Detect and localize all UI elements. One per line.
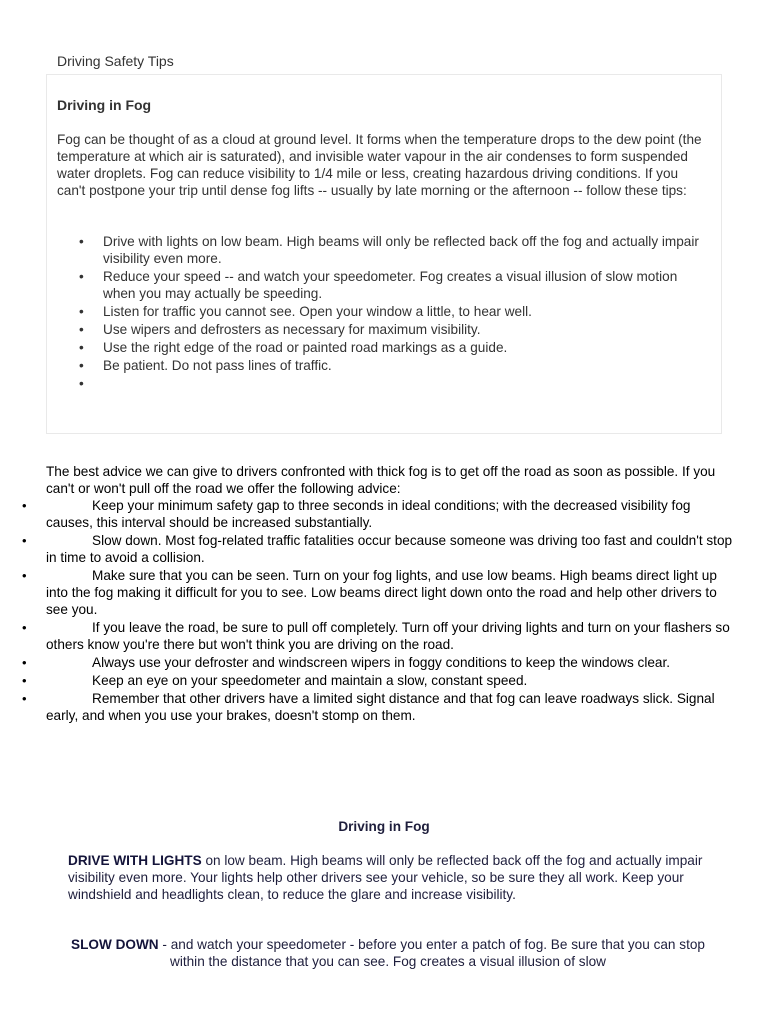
- list-item: • Reduce your speed -- and watch your speedometer. Fog creates a visual illusion of slow motion when you may actually be speeding.: [57, 268, 707, 302]
- list-item: [46, 497, 736, 531]
- page-header: Driving Safety Tips: [57, 53, 174, 69]
- list-item-text: Remember that other drivers have a limited sight distance and that fog can leave roadways slick. Signal early, and when you use your brakes, doesn't stomp on them.: [46, 691, 715, 723]
- list-item: • Use wipers and defrosters as necessary for maximum visibility.: [57, 321, 707, 338]
- section-heading: Driving in Fog: [338, 819, 430, 834]
- list-item: [57, 375, 707, 392]
- list-item: [46, 532, 736, 566]
- advice-intro: The best advice we can give to drivers confronted with thick fog is to get off the road as soon as possible. If you can't or won't pull off the road we offer the following advice:: [46, 464, 716, 496]
- advice-section: [46, 463, 736, 725]
- fog-tips-box: [46, 74, 722, 434]
- box-intro: Fog can be thought of as a cloud at ground level. It forms when the temperature drops to the dew point (the temperature at which air is saturated), and invisible water vapour in the air condenses to form suspended water droplets. Fog can reduce visibility to 1/4 mile or less, creating hazardous driving conditions. If you can't postpone your trip until dense fog lifts -- usually by late morning or the afternoon -- follow these tips:: [57, 132, 702, 198]
- slow-down-paragraph: [68, 936, 708, 970]
- list-item: [46, 619, 736, 653]
- list-item-text: If you leave the road, be sure to pull off completely. Turn off your driving lights and turn on your flashers so others know you're there but won't think you are driving on the road.: [46, 620, 730, 652]
- list-item: [46, 672, 736, 689]
- list-item-text: Make sure that you can be seen. Turn on your fog lights, and use low beams. High beams direct light up into the fog making it difficult for you to see. Low beams direct light down onto the road and help other drivers to see you.: [46, 568, 717, 617]
- list-item: • Drive with lights on low beam. High beams will only be reflected back off the fog and actually impair visibility even more.: [57, 233, 707, 267]
- advice-list: [46, 497, 736, 724]
- para-emphasis: DRIVE WITH LIGHTS: [68, 853, 202, 868]
- list-item-text: Always use your defroster and windscreen wipers in foggy conditions to keep the windows clear.: [92, 655, 671, 670]
- para-text: - and watch your speedometer - before you enter a patch of fog. Be sure that you can stop within the distance that you can see. Fog creates a visual illusion of slow: [158, 937, 705, 969]
- drive-with-lights-paragraph: [68, 852, 708, 903]
- list-item: [46, 690, 736, 724]
- para-emphasis: SLOW DOWN: [71, 937, 159, 952]
- para-text: on low beam. High beams will only be reflected back off the fog and actually impair visibility even more. Your lights help other drivers see your vehicle, so be sure they all work. Keep your windshield and headlights clean, to reduce the glare and increase visibility.: [68, 853, 703, 902]
- list-item: [46, 654, 736, 671]
- list-item: • Be patient. Do not pass lines of traffic.: [57, 357, 707, 374]
- list-item-text: Slow down. Most fog-related traffic fatalities occur because someone was driving too fast and couldn't stop in time to avoid a collision.: [46, 533, 733, 565]
- list-item-text: Keep your minimum safety gap to three seconds in ideal conditions; with the decreased visibility fog causes, this interval should be increased substantially.: [46, 498, 691, 530]
- list-item: • Use the right edge of the road or painted road markings as a guide.: [57, 339, 707, 356]
- list-item-text: Keep an eye on your speedometer and maintain a slow, constant speed.: [92, 673, 528, 688]
- box-title: Driving in Fog: [57, 97, 152, 113]
- list-item: [46, 567, 736, 618]
- box-tips-list: [57, 233, 707, 393]
- list-item: • Listen for traffic you cannot see. Open your window a little, to hear well.: [57, 303, 707, 320]
